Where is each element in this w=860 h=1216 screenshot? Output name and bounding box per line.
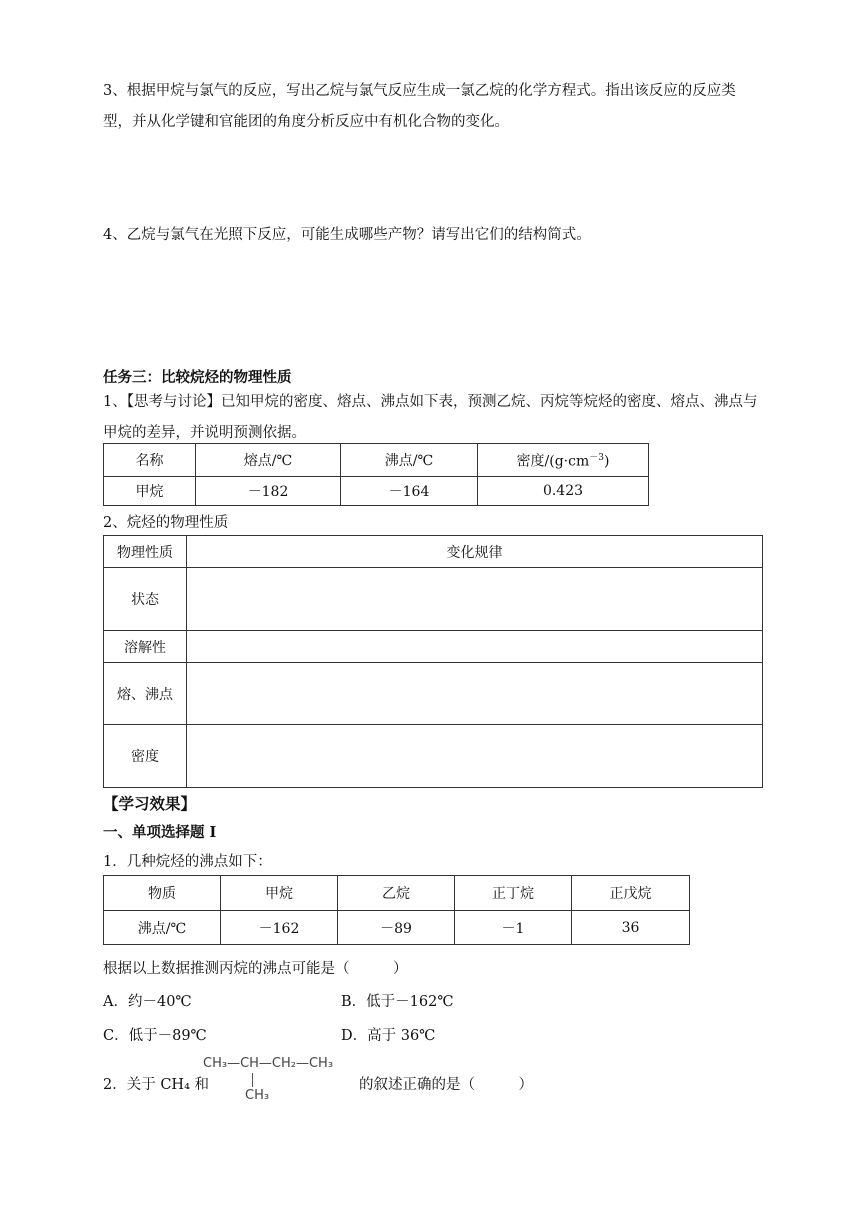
mc1-stem: 1．几种烷烃的沸点如下： [103,854,272,870]
header-melting-point: 熔点/℃ [196,444,341,477]
row-solubility: 溶解性 [104,631,187,663]
cell-bp-methane: －162 [221,911,338,945]
option-b: B．低于－162℃ [341,994,454,1010]
header-trend: 变化规律 [187,536,763,568]
boiling-point-table [103,875,690,945]
answer-cell [187,663,763,725]
molecule-bond-line [252,1073,253,1087]
option-c: C．低于－89℃ [103,1028,207,1044]
mc2-prefix: 2．关于 CH₄ 和 [103,1077,209,1093]
methane-table [103,443,649,506]
properties-table [103,535,763,788]
header-property: 物理性质 [104,536,187,568]
answer-cell [187,631,763,663]
answer-cell [187,725,763,788]
mc1-question: 根据以上数据推测丙烷的沸点可能是（ ） [103,961,408,977]
section-1-title: 一、单项选择题 I [103,824,217,841]
cell-bp-ethane: －89 [338,911,455,945]
row-state: 状态 [104,568,187,631]
header-name: 名称 [104,444,196,477]
cell-density: 0.423 [478,477,649,506]
row-density: 密度 [104,725,187,788]
task3-question-1: 1、【思考与讨论】已知甲烷的密度、熔点、沸点如下表，预测乙烷、丙烷等烷烃的密度、熔点、沸点与甲烷的差异，并说明预测依据。 [103,394,758,441]
cell-melting: －182 [196,477,341,506]
learning-effect-title: 【学习效果】 [103,794,197,813]
molecule-branch: CH₃ [245,1088,270,1103]
answer-cell [187,568,763,631]
cell-bp-butane: －1 [455,911,572,945]
cell-bp-label: 沸点/℃ [104,911,221,945]
task3-question-2: 2、烷烃的物理性质 [103,515,229,531]
cell-methane: 甲烷 [104,477,196,506]
option-d: D．高于 36℃ [341,1028,436,1044]
question-4: 4、乙烷与氯气在光照下反应，可能生成哪些产物？请写出它们的结构简式。 [103,227,591,243]
question-3: 3、根据甲烷与氯气的反应，写出乙烷与氯气反应生成一氯乙烷的化学方程式。指出该反应的反应类型，并从化学键和官能团的角度分析反应中有机化合物的变化。 [103,83,736,130]
header-boiling-point: 沸点/℃ [341,444,478,477]
option-a: A．约－40℃ [103,994,192,1010]
cell-bp-pentane: 36 [572,911,690,945]
cell-boiling: －164 [341,477,478,506]
molecule-main-chain: CH₃—CH—CH₂—CH₃ [203,1056,334,1071]
mc2-suffix: 的叙述正确的是（ ） [359,1077,533,1093]
header-methane: 甲烷 [221,876,338,911]
task3-title: 任务三：比较烷烃的物理性质 [103,369,292,386]
row-melting-boiling: 熔、沸点 [104,663,187,725]
header-density: 密度$/(g\cdot cm^{-3})$ [478,444,649,477]
header-ethane: 乙烷 [338,876,455,911]
header-substance: 物质 [104,876,221,911]
header-n-butane: 正丁烷 [455,876,572,911]
header-n-pentane: 正戊烷 [572,876,690,911]
